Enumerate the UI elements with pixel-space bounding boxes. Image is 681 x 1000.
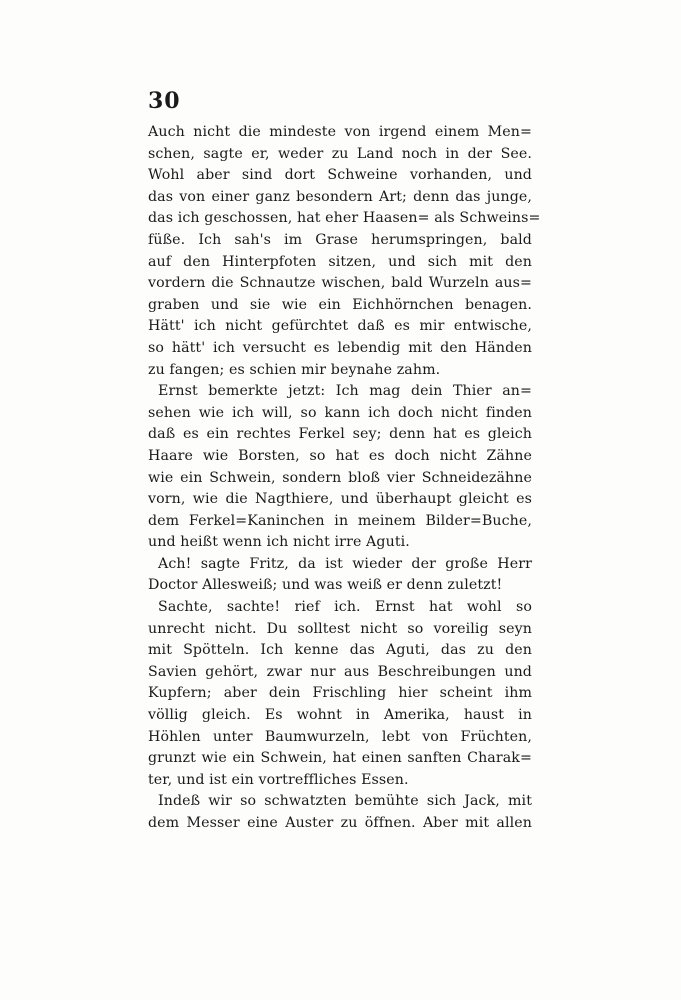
paragraph bbox=[148, 597, 532, 791]
text-line: Haare wie Borsten, so hat es doch nicht Zähne bbox=[148, 447, 532, 464]
text-line: dem Ferkel=Kaninchen in meinem Bilder=Buche, bbox=[148, 512, 532, 529]
text-line: Hätt' ich nicht gefürchtet daß es mir entwische, bbox=[148, 318, 532, 335]
text-line: völlig gleich. Es wohnt in Amerika, haust in bbox=[148, 707, 532, 724]
text-line: Wohl aber sind dort Schweine vorhanden, und bbox=[148, 167, 532, 184]
text-line: Sachte, sachte! rief ich. Ernst hat wohl so bbox=[158, 599, 532, 616]
text-line: vorn, wie die Nagthiere, und überhaupt gleicht es bbox=[148, 491, 532, 508]
text-line: füße. Ich sah's im Grase herumspringen, bald bbox=[148, 231, 532, 248]
text-line: Ach! sagte Fritz, da ist wieder der große Herr bbox=[158, 555, 532, 572]
text-line: dem Messer eine Auster zu öffnen. Aber mit allen bbox=[148, 815, 532, 831]
text-line: Auch nicht die mindeste von irgend einem Men= bbox=[148, 124, 532, 140]
text-line: und heißt wenn ich nicht irre Aguti. bbox=[148, 534, 410, 551]
text-line: wie ein Schwein, sondern bloß vier Schneidezähne bbox=[148, 469, 532, 486]
paragraph bbox=[148, 381, 532, 554]
text-line: Höhlen unter Baumwurzeln, lebt von Früchten, bbox=[148, 728, 532, 745]
text-line: so hätt' ich versucht es lebendig mit den Händen bbox=[148, 339, 532, 356]
text-line: Indeß wir so schwatzten bemühte sich Jack, mit bbox=[158, 793, 532, 810]
text-line: Kupfern; aber dein Frischling hier scheint ihm bbox=[148, 685, 532, 702]
text-line: zu fangen; es schien mir beynahe zahm. bbox=[148, 361, 441, 378]
text-line: unrecht nicht. Du solltest nicht so voreilig seyn bbox=[148, 620, 532, 637]
text-line: sehen wie ich will, so kann ich doch nicht finden bbox=[148, 404, 532, 421]
text-line: das von einer ganz besondern Art; denn das junge, bbox=[148, 188, 532, 205]
text-line: vordern die Schnautze wischen, bald Wurzeln aus= bbox=[148, 275, 532, 292]
text-line: auf den Hinterpfoten sitzen, und sich mit den bbox=[148, 253, 532, 270]
text-line: Savien gehört, zwar nur aus Beschreibungen und bbox=[148, 663, 532, 680]
page-number: 30 bbox=[148, 88, 181, 114]
text-line: grunzt wie ein Schwein, hat einen sanften Charak= bbox=[148, 750, 532, 767]
text-line: daß es ein rechtes Ferkel sey; denn hat es gleich bbox=[148, 426, 532, 443]
paragraph bbox=[148, 122, 541, 381]
text-line: graben und sie wie ein Eichhörnchen benagen. bbox=[148, 296, 532, 313]
text-line: ter, und ist ein vortreffliches Essen. bbox=[148, 771, 409, 788]
paragraph bbox=[148, 554, 532, 597]
body-text bbox=[148, 122, 541, 835]
text-line: mit Spötteln. Ich kenne das Aguti, das zu den bbox=[148, 642, 532, 659]
text-line: Ernst bemerkte jetzt: Ich mag dein Thier an= bbox=[158, 383, 532, 400]
text-line: schen, sagte er, weder zu Land noch in der See. bbox=[148, 145, 532, 162]
text-line: das ich geschossen, hat eher Haasen= als Schweins= bbox=[148, 210, 541, 227]
paragraph bbox=[148, 791, 532, 834]
text-line: Doctor Allesweiß; und was weiß er denn zuletzt! bbox=[148, 577, 503, 594]
